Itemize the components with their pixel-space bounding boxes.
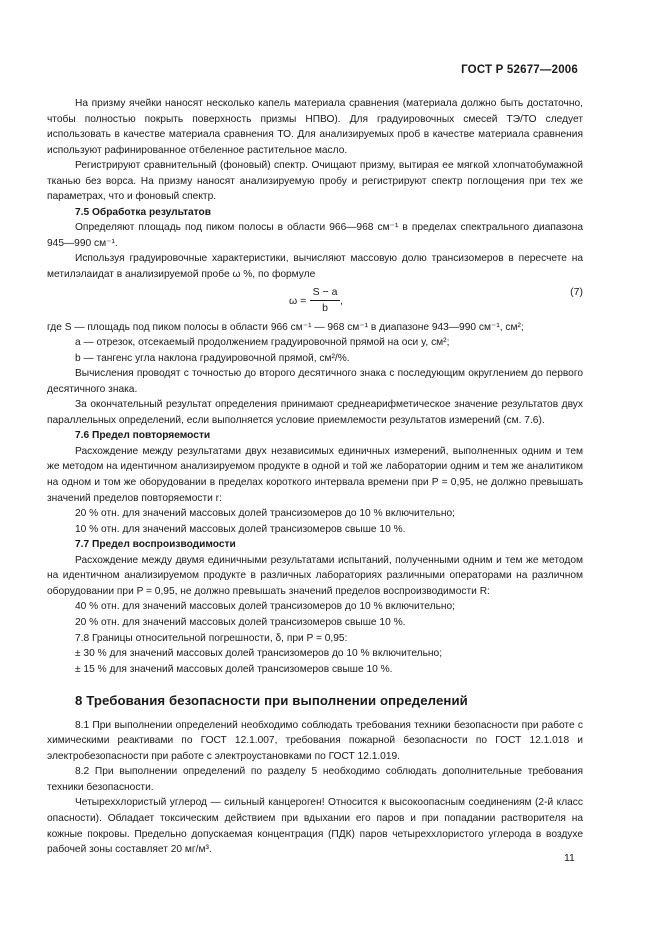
paragraph: Вычисления проводят с точностью до второго десятичного знака с последующим округлением до первого десятичного знака. — [47, 368, 583, 395]
paragraph: Четыреххлористый углерод — сильный канцероген! Относится к высокоопасным соединениям (2-й класс опасности). Обладает токсическим действием при вдыхании его паров и при попадании растворителя на кожные покровы. Предельно допускаемая концентрация (ПДК) паров четыреххлористого углерода в воздухе рабочей зоны составляет 20 мг/м³. — [47, 797, 583, 856]
formula-7 — [47, 285, 583, 319]
paragraph: где S — площадь под пиком полосы в области 966 см⁻¹ — 968 см⁻¹ в диапазоне 943—990 см⁻¹, см²; — [47, 321, 524, 333]
paragraph: 7.8 Границы относительной погрешности, δ, при P = 0,95: — [75, 632, 348, 644]
list-item: 20 % отн. для значений массовых долей трансизомеров свыше 10 %. — [75, 616, 406, 628]
paragraph: За окончательный результат определения принимают среднеарифметическое значение результатов двух параллельных определений, если выполняется условие приемлемости результатов измерений (см. 7.6). — [47, 399, 583, 426]
paragraph: Регистрируют сравнительный (фоновый) спектр. Очищают призму, вытирая ее мягкой хлопчатобумажной тканью без ворса. На призму наносят анализируемую пробу и регистрируют спектр поглощения при тех же параметрах, что и фоновый спектр. — [47, 160, 583, 203]
paragraph: Расхождение между результатами двух независимых единичных измерений, выполненных одним и тем же методом на идентичном анализируемом продукте в одной и той же лаборатории одним и тем же аналитиком на одном и том же оборудовании в пределах короткого интервала времени при P = 0,95, не должно превышать значений пределов повторяемости r: — [47, 445, 583, 504]
paragraph: На призму ячейки наносят несколько капель материала сравнения (материала должно быть достаточно, чтобы полностью покрыть поверхность призмы НПВО). Для градуировочных смесей ТЭ/ТО следует использовать в качестве материала сравнения ТО. Для анализируемых проб в качестве материала сравнения используют рафинированное отбеленное растительное масло. — [47, 98, 583, 156]
equation-number: (7) — [570, 285, 583, 298]
document-header-id: ГОСТ Р 52677—2006 — [461, 64, 578, 76]
formula-comma: , — [340, 294, 343, 307]
formula-numerator: S − a — [310, 285, 340, 301]
list-item: 40 % отн. для значений массовых долей трансизомеров до 10 % включительно; — [75, 601, 456, 613]
list-item: ± 15 % для значений массовых долей трансизомеров свыше 10 %. — [75, 663, 393, 675]
paragraph: 8.2 При выполнении определений по разделу 5 необходимо соблюдать дополнительные требования техники безопасности. — [47, 766, 583, 793]
section-heading-7-6: 7.6 Предел повторяемости — [75, 430, 211, 442]
formula-denominator: b — [322, 301, 328, 314]
paragraph: b — тангенс угла наклона градуировочной прямой, см²/%. — [75, 352, 350, 364]
list-item: 10 % отн. для значений массовых долей трансизомеров свыше 10 %. — [75, 523, 406, 535]
document-body — [47, 96, 583, 858]
section-heading-8: 8 Требования безопасности при выполнении определений — [75, 693, 468, 709]
section-heading-7-5: 7.5 Обработка результатов — [75, 206, 212, 218]
paragraph: 8.1 При выполнении определений необходимо соблюдать требования техники безопасности при работе с химическими реактивами по ГОСТ 12.1.007, требования пожарной безопасности по ГОСТ 12.1.018 и электробезопасности при работе с электроустановками по ГОСТ 12.1.019. — [47, 719, 583, 762]
list-item: 20 % отн. для значений массовых долей трансизомеров до 10 % включительно; — [75, 508, 456, 520]
paragraph: a — отрезок, отсекаемый продолжением градуировочной прямой на оси y, см²; — [75, 337, 450, 349]
paragraph: Определяют площадь под пиком полосы в области 966—968 см⁻¹ в пределах спектрального диапазона 945—990 см⁻¹. — [47, 222, 583, 249]
list-item: ± 30 % для значений массовых долей трансизомеров до 10 % включительно; — [75, 648, 443, 660]
paragraph: Используя градуировочные характеристики, вычисляют массовую долю трансизомеров в пересчете на метилэлаидат в анализируемой пробе ω %, по формуле — [47, 253, 583, 281]
section-heading-7-7: 7.7 Предел воспроизводимости — [75, 539, 236, 551]
formula-lhs: ω = — [289, 294, 307, 307]
page-number: 11 — [564, 852, 575, 864]
paragraph: Расхождение между двумя единичными результатами испытаний, полученными одним и тем же методом на идентичном анализируемом продукте в различных лабораториях различными операторами на различном оборудовании при P = 0,95, не должно превышать значений пределов воспроизводимости R: — [47, 554, 583, 597]
formula-fraction — [310, 285, 340, 315]
